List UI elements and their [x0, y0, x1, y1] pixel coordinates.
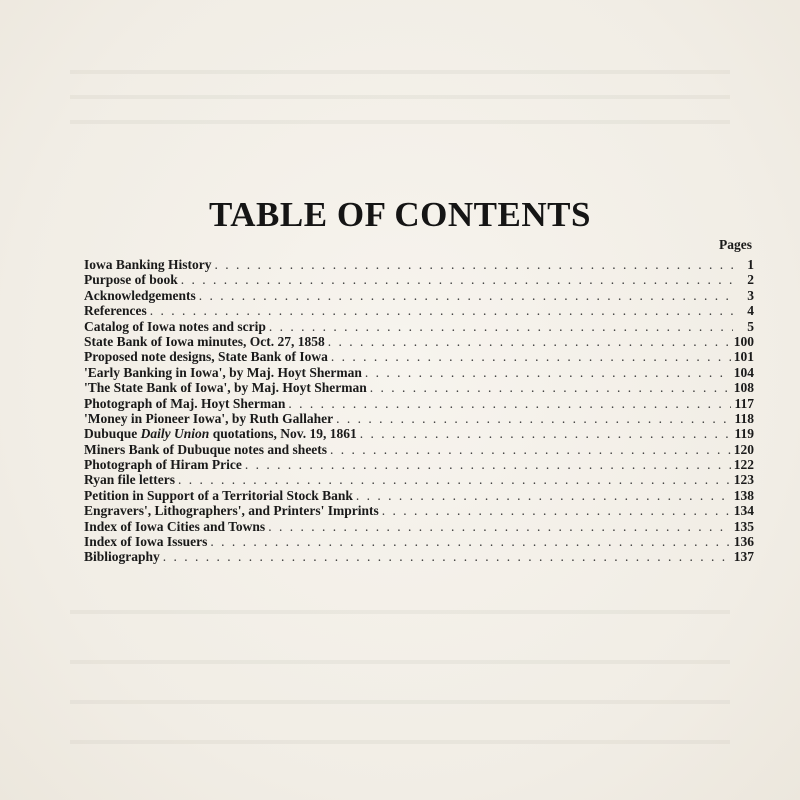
- pages-column-header: Pages: [719, 237, 752, 252]
- dot-leader: [382, 503, 731, 518]
- toc-entry-title: Catalog of Iowa notes and scrip: [84, 318, 266, 334]
- toc-entry: [84, 334, 754, 349]
- dot-leader: [336, 411, 731, 426]
- dot-leader: [328, 334, 731, 349]
- toc-entry: [84, 319, 754, 334]
- toc-entry: [84, 549, 754, 564]
- toc-entry-title: 'Early Banking in Iowa', by Maj. Hoyt Sherman: [84, 364, 362, 380]
- toc-entry-page: 134: [733, 503, 754, 519]
- toc-entry-title: 'The State Bank of Iowa', by Maj. Hoyt Sherman: [84, 380, 367, 396]
- dot-leader: [370, 380, 731, 395]
- toc-entry: [84, 488, 754, 503]
- toc-entry: [84, 288, 754, 303]
- bleed-through-line: [70, 610, 730, 614]
- bleed-through-line: [70, 70, 730, 74]
- toc-entry-page: 108: [733, 380, 754, 396]
- toc-entry-title: References: [84, 303, 147, 319]
- toc-entry-title: Index of Iowa Issuers: [84, 534, 208, 550]
- toc-entry: [84, 272, 754, 287]
- toc-entry-page: 5: [747, 318, 754, 334]
- toc-entry-page: 135: [733, 518, 754, 534]
- toc-entry-page: 119: [734, 426, 754, 442]
- toc-entry: [84, 457, 754, 472]
- toc-entry: [84, 365, 754, 380]
- toc-entry: [84, 472, 754, 487]
- toc-entry-title: Engravers', Lithographers', and Printers' Imprints: [84, 503, 379, 519]
- toc-entry: [84, 442, 754, 457]
- page-title: TABLE OF CONTENTS: [209, 195, 591, 235]
- toc-entry-page: 137: [733, 549, 754, 565]
- bleed-through-line: [70, 660, 730, 664]
- toc-entry-page: 104: [733, 364, 754, 380]
- dot-leader: [269, 319, 733, 334]
- bleed-through-line: [70, 95, 730, 99]
- dot-leader: [150, 303, 733, 318]
- bleed-through-line: [70, 120, 730, 124]
- toc-entry-title: Index of Iowa Cities and Towns: [84, 518, 266, 534]
- toc-entry: [84, 426, 754, 441]
- dot-leader: [330, 442, 731, 457]
- toc-entry: [84, 303, 754, 318]
- toc-entry-title: Bibliography: [84, 549, 160, 565]
- dot-leader: [360, 426, 732, 441]
- toc-entry: [84, 257, 754, 272]
- bleed-through-line: [70, 740, 730, 744]
- toc-entry: [84, 380, 754, 395]
- toc-entry-page: 2: [747, 272, 754, 288]
- toc-entry-page: 100: [733, 333, 754, 349]
- toc-entry-title: Ryan file letters: [84, 472, 175, 488]
- bleed-through-line: [70, 700, 730, 704]
- toc-entry-title: Acknowledgements: [84, 287, 196, 303]
- toc-entry-page: 1: [747, 257, 754, 272]
- dot-leader: [210, 534, 730, 549]
- toc-entry-page: 4: [747, 303, 754, 319]
- toc-entry-title: Photograph of Maj. Hoyt Sherman: [84, 395, 286, 411]
- dot-leader: [163, 549, 731, 564]
- toc-entry-title: 'Money in Pioneer Iowa', by Ruth Gallaher: [84, 410, 334, 426]
- toc-entry: [84, 349, 754, 364]
- dot-leader: [268, 519, 731, 534]
- toc-entry-page: 138: [733, 487, 754, 503]
- toc-entry-page: 136: [733, 534, 754, 550]
- dot-leader: [245, 457, 731, 472]
- toc-entry: [84, 519, 754, 534]
- toc-entry-page: 3: [747, 287, 754, 303]
- toc-entry: [84, 503, 754, 518]
- dot-leader: [178, 472, 731, 487]
- toc-entry: [84, 534, 754, 549]
- toc-entry: [84, 411, 754, 426]
- toc-entry-page: 122: [733, 457, 754, 473]
- toc-entry-title: State Bank of Iowa minutes, Oct. 27, 1858: [84, 333, 325, 349]
- toc-entry-title: Proposed note designs, State Bank of Iowa: [84, 349, 328, 365]
- dot-leader: [356, 488, 731, 503]
- toc-entry-page: 101: [733, 349, 754, 365]
- toc-entry-title: Petition in Support of a Territorial Stock Bank: [84, 487, 353, 503]
- toc-entry-title: [84, 426, 357, 441]
- dot-leader: [365, 365, 731, 380]
- table-of-contents-list: [84, 257, 754, 565]
- toc-entry-title-italic: Daily Union: [140, 426, 210, 442]
- dot-leader: [181, 272, 733, 287]
- toc-entry-page: 117: [734, 395, 754, 411]
- toc-entry-page: 123: [733, 472, 754, 488]
- toc-entry-title: Miners Bank of Dubuque notes and sheets: [84, 441, 328, 457]
- toc-entry-page: 118: [734, 410, 754, 426]
- toc-entry-title: Photograph of Hiram Price: [84, 457, 242, 473]
- dot-leader: [215, 257, 733, 272]
- toc-entry-page: 120: [733, 441, 754, 457]
- toc-entry-title: Iowa Banking History: [84, 257, 212, 272]
- toc-entry-title: Purpose of book: [84, 272, 178, 288]
- toc-entry-title-prefix: Dubuque: [84, 426, 141, 442]
- toc-entry: [84, 396, 754, 411]
- dot-leader: [288, 396, 731, 411]
- toc-entry-title-suffix: quotations, Nov. 19, 1861: [209, 426, 357, 442]
- dot-leader: [199, 288, 733, 303]
- dot-leader: [331, 349, 731, 364]
